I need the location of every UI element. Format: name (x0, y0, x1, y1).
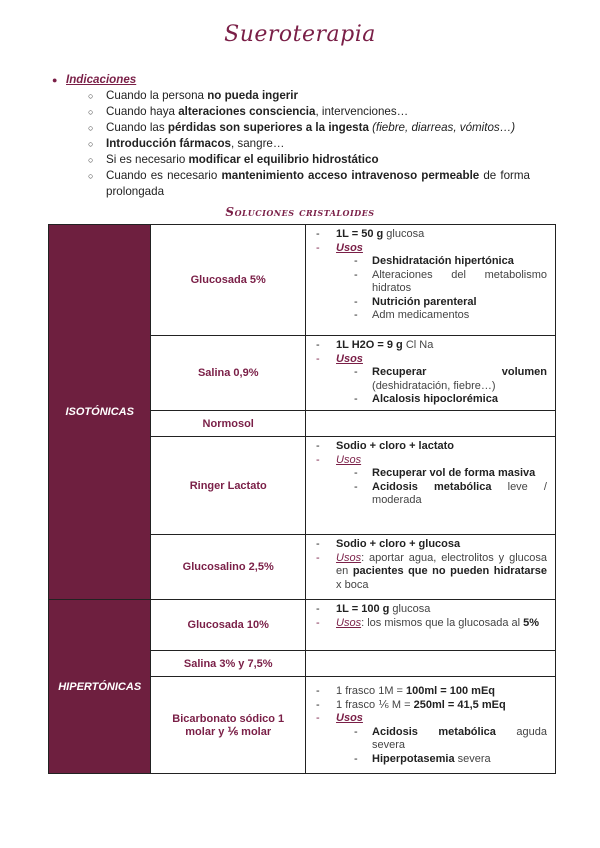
circle-bullet-icon: ○ (88, 155, 94, 165)
list-item: ○ Cuando haya alteraciones consciencia, intervenciones… (88, 105, 409, 118)
list-item: ○ Cuando es necesario mantenimiento acceso intravenoso permeable de forma prolongada (88, 169, 530, 198)
table-row (49, 600, 556, 651)
solution-info: - 1 frasco 1M = 100ml = 100 mEq - 1 frasco ⅙ M = 250ml = 41,5 mEq - Usos - Acidosis metabólica aguda severa - Hiperpotasemia severa (306, 677, 556, 774)
solution-name: Glucosada 5% (151, 225, 306, 336)
solution-info-empty (306, 411, 556, 437)
circle-bullet-icon: ○ (88, 123, 94, 133)
circle-bullet-icon: ○ (88, 107, 94, 117)
circle-bullet-icon: ○ (88, 91, 94, 101)
indicaciones-section (52, 72, 530, 200)
indicaciones-heading: ● Indicaciones (52, 73, 137, 86)
list-item: ○ Introducción fármacos, sangre… (88, 137, 285, 150)
list-item: ○ Si es necesario modificar el equilibrio hidrostático (88, 153, 379, 166)
list-item: ○ Cuando la persona no pueda ingerir (88, 89, 299, 102)
table-row (49, 225, 556, 336)
solution-name: Bicarbonato sódico 1 molar y ⅙ molar (151, 677, 306, 774)
solution-info: - 1L = 50 g glucosa - Usos - Deshidratación hipertónica - Alteraciones del metabolismo hidratos - Nutrición parenteral - Adm medicamentos (306, 225, 556, 336)
solution-name: Glucosada 10% (151, 600, 306, 651)
bullet-icon: ● (52, 75, 58, 85)
solution-name: Normosol (151, 411, 306, 437)
solution-name: Salina 3% y 7,5% (151, 651, 306, 677)
indicaciones-list (66, 88, 530, 200)
circle-bullet-icon: ○ (88, 139, 94, 149)
cristaloides-table (48, 224, 556, 774)
circle-bullet-icon: ○ (88, 171, 94, 181)
page-title: Sueroterapia (224, 22, 376, 47)
list-item: ○ Cuando las pérdidas son superiores a la ingesta (fiebre, diarreas, vómitos…) (88, 121, 516, 134)
solution-info: - 1L H2O = 9 g Cl Na - Usos - Recuperar volumen (deshidratación, fiebre…) - Alcalosis hipoclorémica (306, 336, 556, 411)
group-hipertonicas: HIPERTÓNICAS (49, 600, 151, 774)
solution-name: Glucosalino 2,5% (151, 535, 306, 600)
section-subtitle: Soluciones cristaloides (225, 205, 375, 219)
solution-name: Ringer Lactato (151, 437, 306, 535)
solution-name: Salina 0,9% (151, 336, 306, 411)
solution-info: - Sodio + cloro + glucosa - Usos: aportar agua, electrolitos y glucosa en pacientes que no pueden hidratarse x boca (306, 535, 556, 600)
solution-info: - 1L = 100 g glucosa - Usos: los mismos que la glucosada al 5% (306, 600, 556, 651)
solution-info: - Sodio + cloro + lactato - Usos - Recuperar vol de forma masiva - Acidosis metabólica leve / moderada (306, 437, 556, 535)
group-isotonicas: ISOTÓNICAS (49, 225, 151, 600)
solution-info-empty (306, 651, 556, 677)
